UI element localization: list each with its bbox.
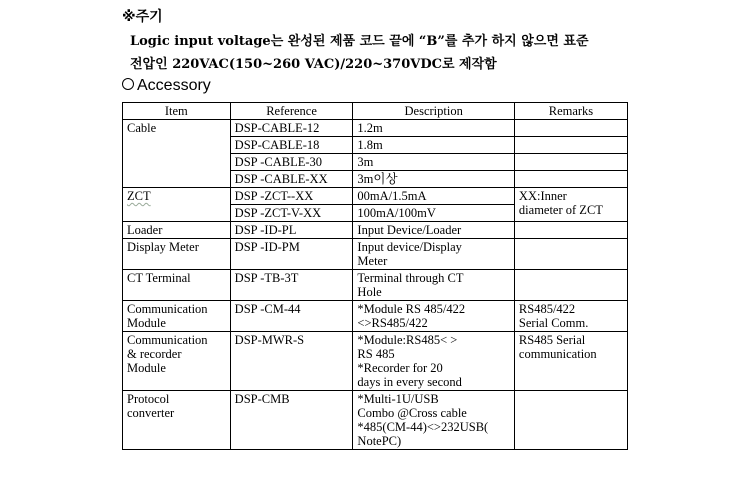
cell-item: ZCT bbox=[123, 188, 231, 222]
cell-reference: DSP -CABLE-XX bbox=[230, 171, 353, 188]
cell-item: Communication & recorder Module bbox=[123, 332, 231, 391]
cell-item: Cable bbox=[123, 120, 231, 188]
cell-remarks bbox=[514, 171, 627, 188]
table-row bbox=[123, 301, 628, 332]
cell-remarks: RS485 Serial communication bbox=[514, 332, 627, 391]
table-row bbox=[123, 391, 628, 450]
cell-item: CT Terminal bbox=[123, 270, 231, 301]
cell-description: *Module RS 485/422 <>RS485/422 bbox=[353, 301, 515, 332]
cell-remarks bbox=[514, 222, 627, 239]
cell-description: 1.8m bbox=[353, 137, 515, 154]
cell-item: Loader bbox=[123, 222, 231, 239]
cell-description: 00mA/1.5mA bbox=[353, 188, 515, 205]
cell-reference: DSP-CABLE-18 bbox=[230, 137, 353, 154]
section-heading bbox=[122, 77, 211, 95]
cell-description: 3m bbox=[353, 154, 515, 171]
cell-reference: DSP -ZCT-V-XX bbox=[230, 205, 353, 222]
table-row bbox=[123, 120, 628, 137]
circle-bullet-icon bbox=[122, 78, 134, 90]
table-row bbox=[123, 332, 628, 391]
note-line-2: 전압인 220VAC(150~260 VAC)/220~370VDC로 제작함 bbox=[130, 57, 497, 72]
table-header-row bbox=[123, 103, 628, 120]
cell-reference: DSP-CABLE-12 bbox=[230, 120, 353, 137]
cell-remarks bbox=[514, 391, 627, 450]
cell-reference: DSP -CM-44 bbox=[230, 301, 353, 332]
cell-description: Input Device/Loader bbox=[353, 222, 515, 239]
table-row bbox=[123, 239, 628, 270]
header-description: Description bbox=[353, 103, 515, 120]
header-remarks: Remarks bbox=[514, 103, 627, 120]
cell-description: 1.2m bbox=[353, 120, 515, 137]
cell-description: *Module:RS485< > RS 485 *Recorder for 20 days in every second bbox=[353, 332, 515, 391]
cell-remarks bbox=[514, 239, 627, 270]
cell-item: Protocol converter bbox=[123, 391, 231, 450]
cell-remarks bbox=[514, 137, 627, 154]
cell-description: 3m이상 bbox=[353, 171, 515, 188]
cell-reference: DSP -ID-PM bbox=[230, 239, 353, 270]
cell-reference: DSP -CABLE-30 bbox=[230, 154, 353, 171]
cell-description: 100mA/100mV bbox=[353, 205, 515, 222]
cell-remarks: RS485/422 Serial Comm. bbox=[514, 301, 627, 332]
cell-reference: DSP-CMB bbox=[230, 391, 353, 450]
cell-description: *Multi-1U/USB Combo @Cross cable *485(CM-44)<>232USB( NotePC) bbox=[353, 391, 515, 450]
cell-description: Terminal through CT Hole bbox=[353, 270, 515, 301]
accessory-table bbox=[122, 102, 628, 450]
cell-remarks bbox=[514, 270, 627, 301]
cell-remarks bbox=[514, 154, 627, 171]
section-title: Accessory bbox=[137, 77, 211, 94]
note-line-1: Logic input voltage는 완성된 제품 코드 끝에 “B”를 추가 하지 않으면 표준 bbox=[130, 34, 589, 49]
cell-reference: DSP -ZCT--XX bbox=[230, 188, 353, 205]
note-title: ※주기 bbox=[122, 9, 163, 25]
cell-description: Input device/Display Meter bbox=[353, 239, 515, 270]
header-item: Item bbox=[123, 103, 231, 120]
header-reference: Reference bbox=[230, 103, 353, 120]
table-row bbox=[123, 188, 628, 205]
cell-reference: DSP-MWR-S bbox=[230, 332, 353, 391]
cell-item: Display Meter bbox=[123, 239, 231, 270]
cell-reference: DSP -TB-3T bbox=[230, 270, 353, 301]
cell-remarks bbox=[514, 120, 627, 137]
cell-remarks: XX:Inner diameter of ZCT bbox=[514, 188, 627, 222]
cell-item: Communication Module bbox=[123, 301, 231, 332]
cell-reference: DSP -ID-PL bbox=[230, 222, 353, 239]
table-row bbox=[123, 270, 628, 301]
table-row bbox=[123, 222, 628, 239]
